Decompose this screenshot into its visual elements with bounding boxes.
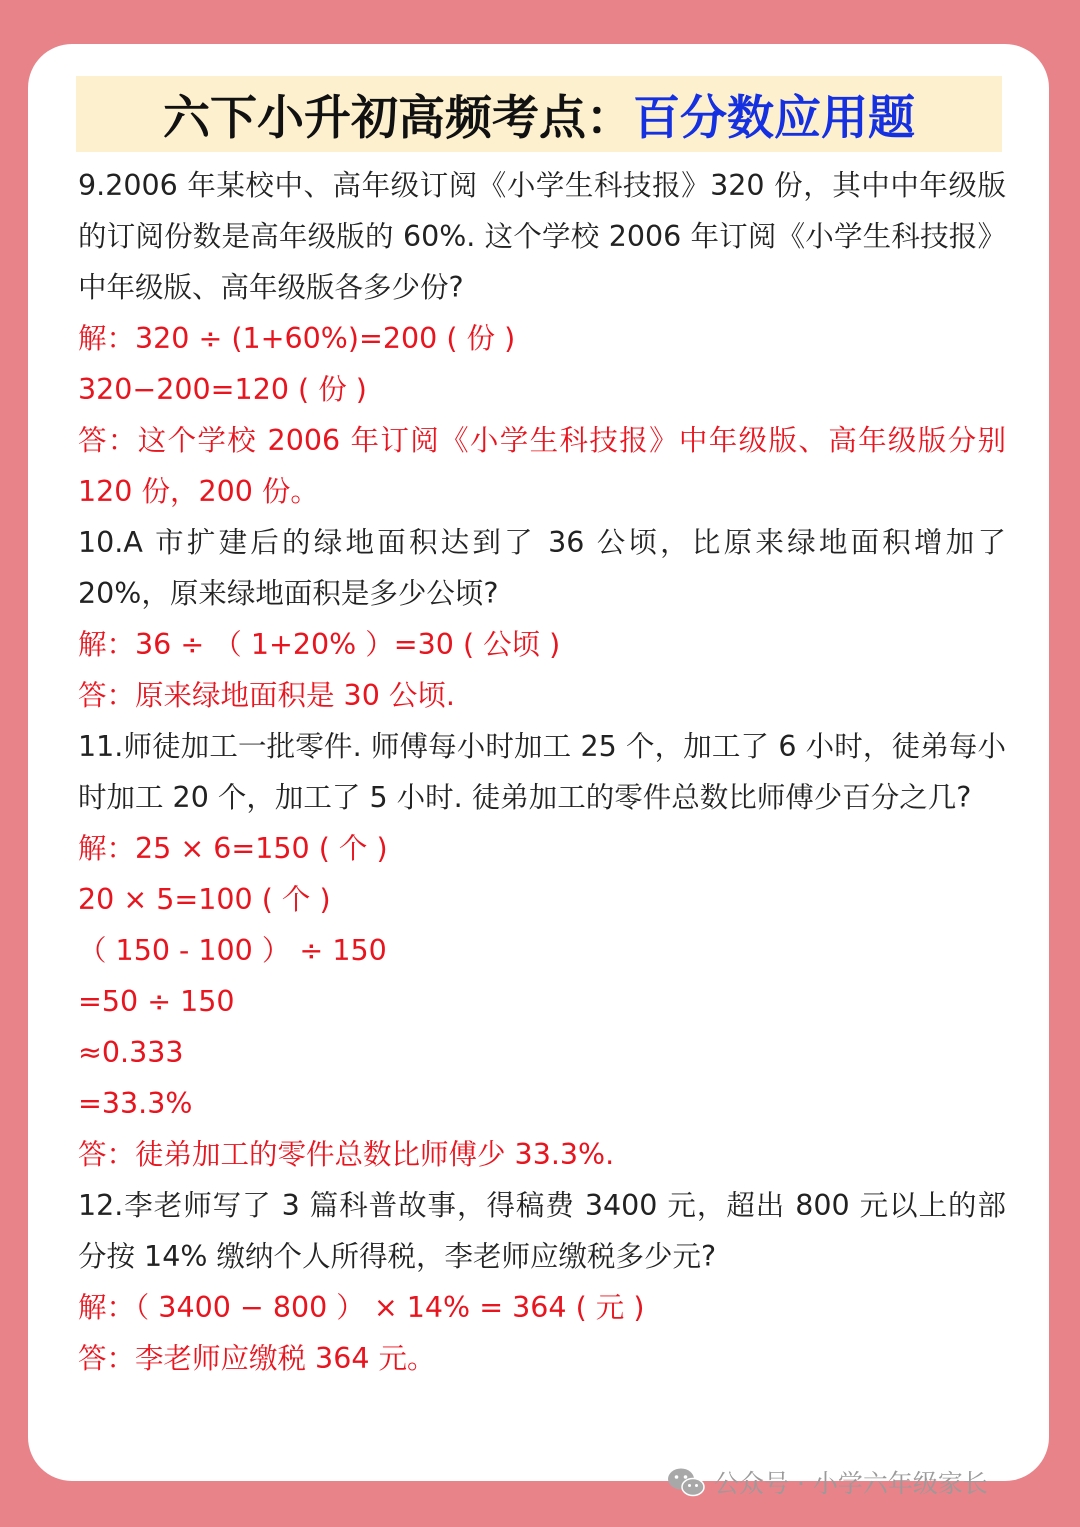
answer-11: 答：徒弟加工的零件总数比师傅少 33.3%. bbox=[78, 1138, 615, 1171]
watermark-text: 公众号 · 小学六年级家长 bbox=[714, 1469, 988, 1498]
watermark bbox=[666, 1460, 988, 1504]
problem-list bbox=[78, 160, 1006, 1384]
solution-10-line-1: 解：36 ÷ （ 1+20% ）=30 ( 公顷 ) bbox=[78, 628, 561, 661]
question-9: 9.2006 年某校中、高年级订阅《小学生科技报》320 份，其中中年级版的订阅份数是高年级版的 60%. 这个学校 2006 年订阅《小学生科技报》中年级版、高年级版各多少份? bbox=[78, 169, 1006, 304]
solution-9-line-2: 320−200=120 ( 份 ) bbox=[78, 373, 367, 406]
solution-11-line-4: =50 ÷ 150 bbox=[78, 985, 235, 1018]
answer-12: 答：李老师应缴税 364 元。 bbox=[78, 1342, 436, 1375]
wechat-icon bbox=[666, 1466, 706, 1498]
solution-11-line-3: （ 150 - 100 ） ÷ 150 bbox=[78, 934, 387, 967]
solution-11-line-5: ≈0.333 bbox=[78, 1036, 184, 1069]
title-accent: 百分数应用题 bbox=[633, 90, 915, 146]
solution-11-line-1: 解：25 × 6=150 ( 个 ) bbox=[78, 832, 388, 865]
solution-11-line-6: =33.3% bbox=[78, 1087, 193, 1120]
title-main: 六下小升初高频考点： bbox=[163, 90, 633, 146]
answer-10: 答：原来绿地面积是 30 公顷. bbox=[78, 679, 455, 712]
solution-9-line-1: 解：320 ÷ (1+60%)=200 ( 份 ) bbox=[78, 322, 516, 355]
question-12: 12.李老师写了 3 篇科普故事，得稿费 3400 元，超出 800 元以上的部分按 14% 缴纳个人所得税，李老师应缴税多少元? bbox=[78, 1189, 1006, 1273]
question-11: 11.师徒加工一批零件. 师傅每小时加工 25 个，加工了 6 小时，徒弟每小时加工 20 个，加工了 5 小时. 徒弟加工的零件总数比师傅少百分之几? bbox=[78, 730, 1006, 814]
solution-12-line-1: 解：（ 3400 − 800 ） × 14% = 364 ( 元 ) bbox=[78, 1291, 645, 1324]
question-10: 10.A 市扩建后的绿地面积达到了 36 公顷，比原来绿地面积增加了 20%，原来绿地面积是多少公顷? bbox=[78, 526, 1006, 610]
solution-11-line-2: 20 × 5=100 ( 个 ) bbox=[78, 883, 331, 916]
title-bar bbox=[76, 76, 1002, 152]
answer-9: 答：这个学校 2006 年订阅《小学生科技报》中年级版、高年级版分别 120 份，200 份。 bbox=[78, 424, 1006, 508]
